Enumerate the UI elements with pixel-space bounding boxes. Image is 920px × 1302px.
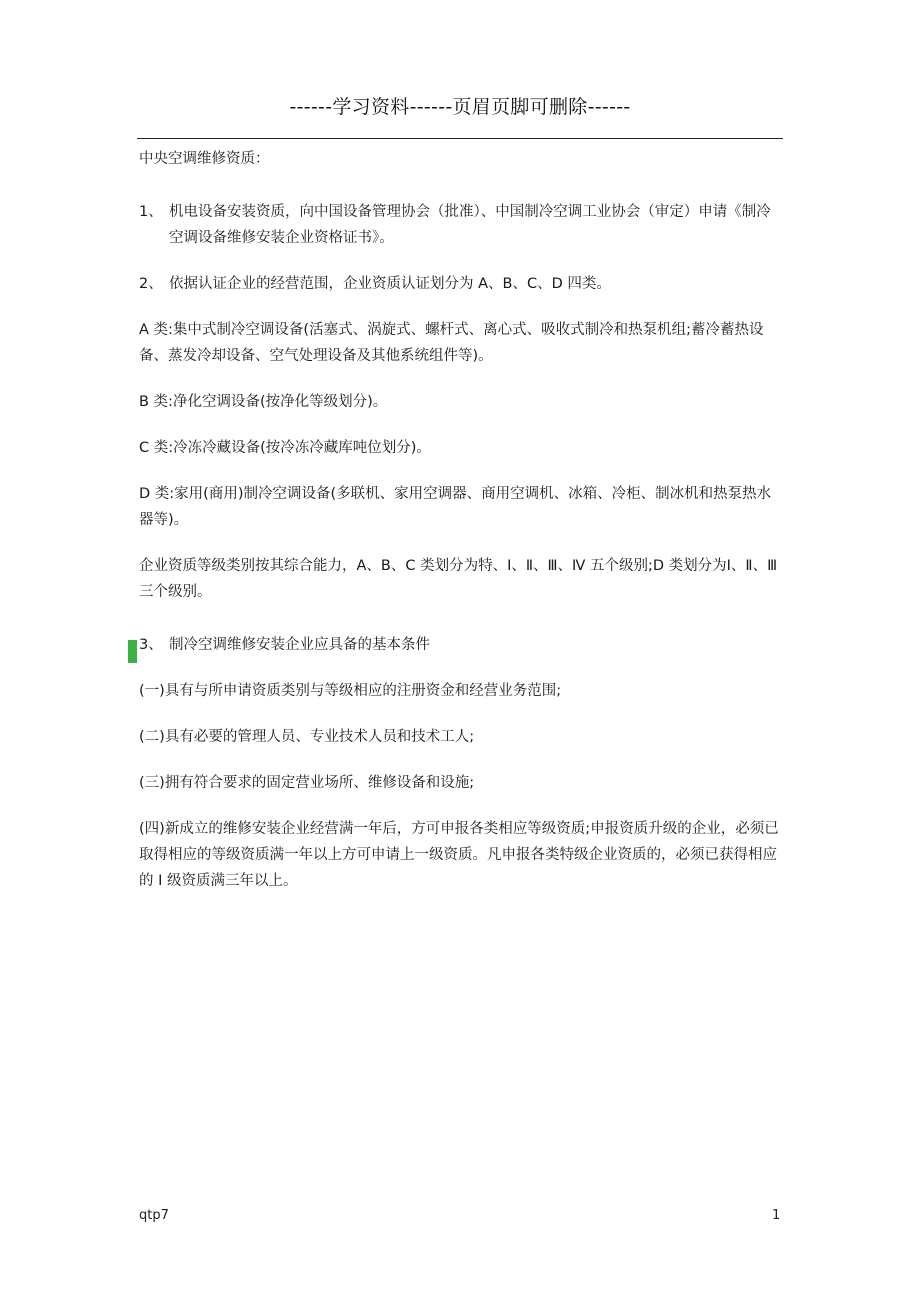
levels-paragraph: 企业资质等级类别按其综合能力，A、B、C 类划分为特、Ⅰ、Ⅱ、Ⅲ、Ⅳ 五个级别;D 类划分为Ⅰ、Ⅱ、Ⅲ三个级别。 <box>139 558 778 600</box>
intro-line: 中央空调维修资质： <box>139 151 270 167</box>
list-number: 1、 <box>139 204 163 220</box>
page-number: 1 <box>772 1208 781 1223</box>
footer-author: qtp7 <box>139 1208 169 1223</box>
list-item-3 <box>139 632 784 658</box>
class-a-paragraph: A 类:集中式制冷空调设备(活塞式、涡旋式、螺杆式、离心式、吸收式制冷和热泵机组;蓄冷蓄热设备、蒸发冷却设备、空气处理设备及其他系统组件等)。 <box>139 322 764 364</box>
list-item-1 <box>139 199 784 251</box>
header-rule <box>137 138 783 139</box>
condition-3: (三)拥有符合要求的固定营业场所、维修设备和设施; <box>139 775 475 791</box>
class-c-paragraph: C 类:冷冻冷藏设备(按冷冻冷藏库吨位划分)。 <box>139 440 431 456</box>
list-number: 3、 <box>139 637 163 653</box>
list-text: 依据认证企业的经营范围，企业资质认证划分为 A、B、C、D 四类。 <box>169 276 611 292</box>
list-text: 机电设备安装资质，向中国设备管理协会（批准）、中国制冷空调工业协会（审定）申请《制冷空调设备维修安装企业资格证书》。 <box>169 204 771 246</box>
list-number: 2、 <box>139 276 163 292</box>
change-marker <box>128 640 137 663</box>
document-body <box>139 146 784 894</box>
list-text: 制冷空调维修安装企业应具备的基本条件 <box>169 637 430 653</box>
page-header: ------学习资料------页眉页脚可删除------ <box>289 96 631 118</box>
condition-1: (一)具有与所申请资质类别与等级相应的注册资金和经营业务范围; <box>139 683 562 699</box>
list-item-2 <box>139 271 784 297</box>
class-b-paragraph: B 类:净化空调设备(按净化等级划分)。 <box>139 394 388 410</box>
condition-4: (四)新成立的维修安装企业经营满一年后，方可申报各类相应等级资质;申报资质升级的企业，必须已取得相应的等级资质满一年以上方可申请上一级资质。凡申报各类特级企业资质的，必须已获得相应的 I 级资质满三年以上。 <box>139 821 779 889</box>
condition-2: (二)具有必要的管理人员、专业技术人员和技术工人; <box>139 729 475 745</box>
class-d-paragraph: D 类:家用(商用)制冷空调设备(多联机、家用空调器、商用空调机、冰箱、冷柜、制冰机和热泵热水器等)。 <box>139 486 772 528</box>
